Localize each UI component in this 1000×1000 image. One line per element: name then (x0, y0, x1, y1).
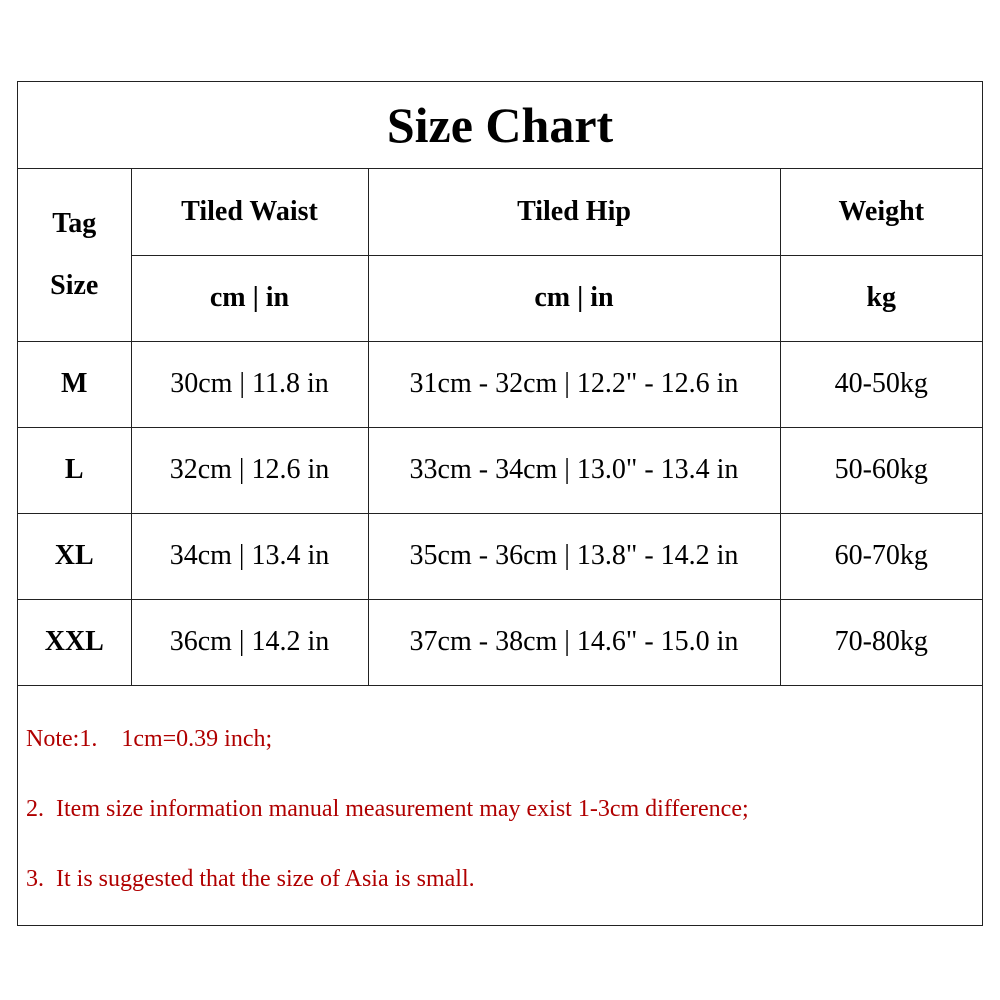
weight-cell: 60-70kg (780, 513, 982, 599)
weight-cell: 50-60kg (780, 427, 982, 513)
waist-cell: 36cm | 14.2 in (131, 599, 368, 685)
hip-unit: cm | in (368, 255, 780, 341)
table-row (18, 427, 982, 513)
waist-cell: 30cm | 11.8 in (131, 341, 368, 427)
size-cell: XXL (18, 599, 131, 685)
tag-size-header (18, 169, 131, 341)
size-chart (17, 81, 983, 926)
waist-cell: 34cm | 13.4 in (131, 513, 368, 599)
chart-title: Size Chart (18, 82, 982, 169)
weight-cell: 70-80kg (780, 599, 982, 685)
size-cell: XL (18, 513, 131, 599)
waist-cell: 32cm | 12.6 in (131, 427, 368, 513)
waist-unit: cm | in (131, 255, 368, 341)
unit-row (18, 255, 982, 341)
note-2: 2. Item size information manual measurement may exist 1-3cm difference; (26, 796, 749, 822)
header-row (18, 169, 982, 255)
hip-cell: 31cm - 32cm | 12.2" - 12.6 in (368, 341, 780, 427)
hip-cell: 37cm - 38cm | 14.6" - 15.0 in (368, 599, 780, 685)
size-cell: M (18, 341, 131, 427)
weight-header: Weight (780, 169, 982, 255)
notes-section (18, 688, 982, 925)
tag-label: Tag (52, 207, 97, 239)
note-1: Note:1. 1cm=0.39 inch; (26, 726, 273, 752)
table-row (18, 513, 982, 599)
note-3: 3. It is suggested that the size of Asia is small. (26, 866, 475, 892)
size-table (18, 169, 982, 686)
hip-cell: 33cm - 34cm | 13.0" - 13.4 in (368, 427, 780, 513)
size-cell: L (18, 427, 131, 513)
weight-cell: 40-50kg (780, 341, 982, 427)
hip-cell: 35cm - 36cm | 13.8" - 14.2 in (368, 513, 780, 599)
waist-header: Tiled Waist (131, 169, 368, 255)
size-label: Size (50, 269, 99, 301)
hip-header: Tiled Hip (368, 169, 780, 255)
table-row (18, 341, 982, 427)
table-row (18, 599, 982, 685)
weight-unit: kg (780, 255, 982, 341)
